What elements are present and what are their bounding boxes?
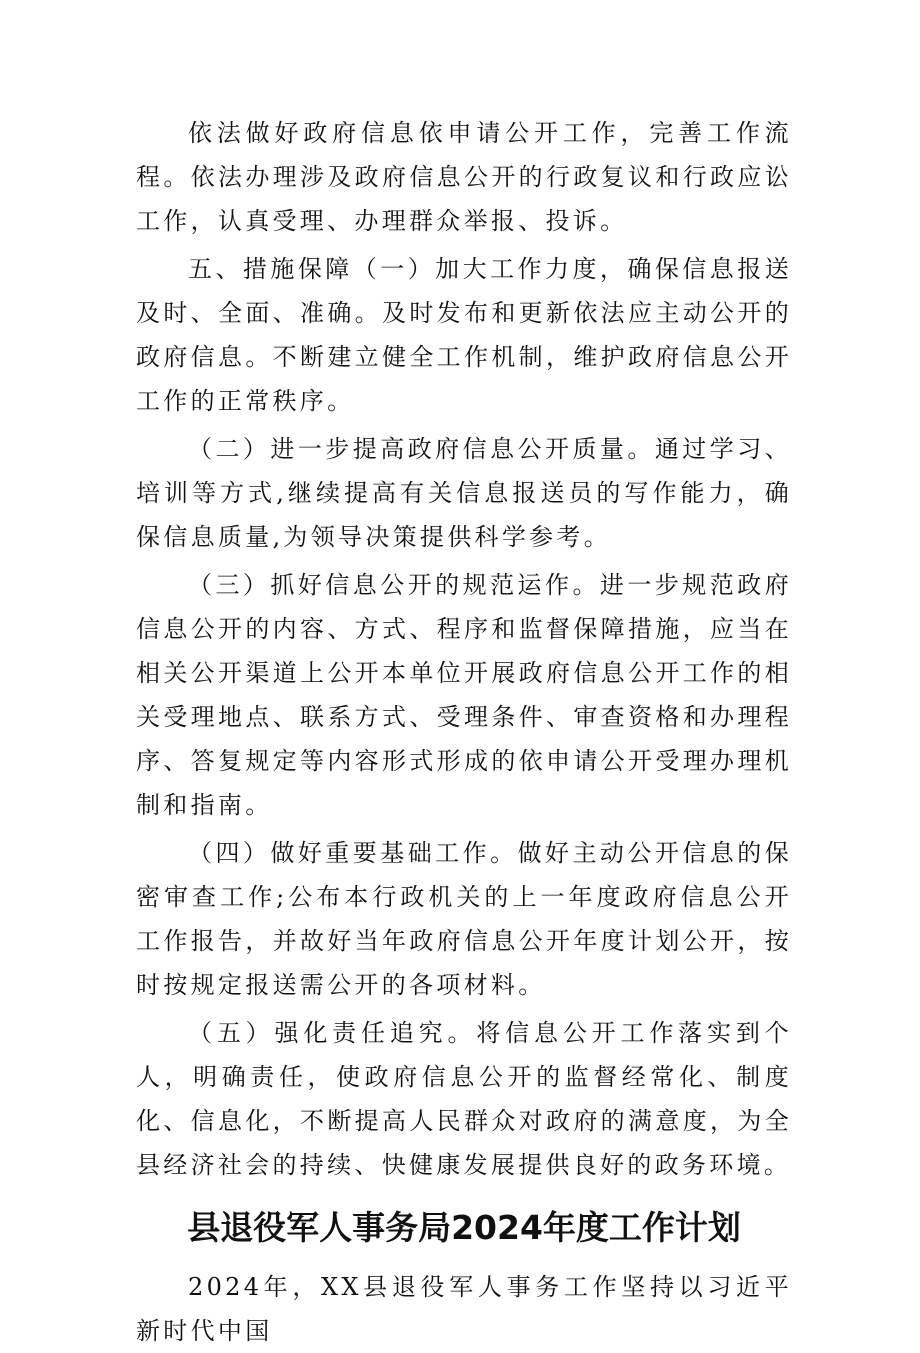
document-body [136,111,792,1353]
paragraph-2: 五、措施保障（一）加大工作力度，确保信息报送及时、全面、准确。及时发布和更新依法应主动公开的政府信息。不断建立健全工作机制，维护政府信息公开工作的正常秩序。 [136,255,792,415]
section-title: 县退役军人事务局2024年度工作计划 [187,1208,741,1247]
paragraph-1: 依法做好政府信息依申请公开工作，完善工作流程。依法办理涉及政府信息公开的行政复议和行政应讼工作，认真受理、办理群众举报、投诉。 [136,119,792,235]
paragraph-4: （三）抓好信息公开的规范运作。进一步规范政府信息公开的内容、方式、程序和监督保障措施，应当在相关公开渠道上公开本单位开展政府信息公开工作的相关受理地点、联系方式、受理条件、审查资格和办理程序、答复规定等内容形式形成的依申请公开受理办理机制和指南。 [136,571,792,819]
intro-paragraph: 2024年，XX县退役军人事务工作坚持以习近平新时代中国 [136,1273,792,1345]
paragraph-5: （四）做好重要基础工作。做好主动公开信息的保密审查工作;公布本行政机关的上一年度政府信息公开工作报告，并故好当年政府信息公开年度计划公开，按时按规定报送需公开的各项材料。 [136,839,792,999]
paragraph-3: （二）进一步提高政府信息公开质量。通过学习、培训等方式,继续提高有关信息报送员的写作能力，确保信息质量,为领导决策提供科学参考。 [136,435,792,551]
paragraph-6: （五）强化责任追究。将信息公开工作落实到个人，明确责任，使政府信息公开的监督经常化、制度化、信息化，不断提高人民群众对政府的满意度，为全县经济社会的持续、快健康发展提供良好的政务环境。 [136,1019,792,1179]
